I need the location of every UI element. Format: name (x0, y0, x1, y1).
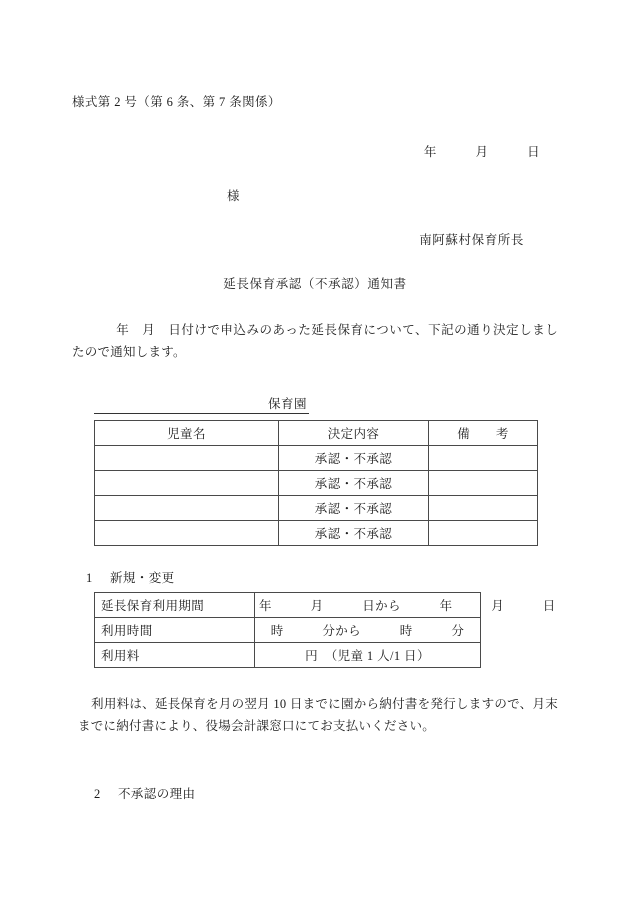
payment-note (72, 694, 558, 738)
table-row (95, 617, 481, 642)
document-body (72, 92, 558, 802)
issuer-name: 南阿蘇村保育所長 (419, 233, 524, 247)
addressee-honorific: 様 (227, 189, 240, 203)
table-row (95, 445, 538, 470)
section-2-heading (72, 784, 558, 802)
value-usage-fee[interactable]: 円 （児童 1 人/1 日） (255, 642, 481, 667)
cell-decision[interactable]: 承認・不承認 (279, 520, 429, 545)
table-row (95, 592, 481, 617)
cell-decision[interactable]: 承認・不承認 (279, 495, 429, 520)
children-decision-table (94, 420, 538, 546)
value-usage-period[interactable]: 年 月 日から 年 月 日 (255, 592, 481, 617)
section-2-number: 2 (94, 786, 101, 801)
header-remarks: 備 考 (429, 420, 538, 445)
nursery-name-line (72, 394, 558, 414)
header-decision: 決定内容 (279, 420, 429, 445)
cell-remarks[interactable] (429, 520, 538, 545)
cell-remarks[interactable] (429, 445, 538, 470)
section-2-label: 不承認の理由 (118, 786, 196, 801)
value-usage-time[interactable]: 時 分から 時 分 (255, 617, 481, 642)
nursery-label: 保育園 (266, 394, 309, 414)
cell-child-name[interactable] (95, 470, 279, 495)
document-title: 延長保育承認（不承認）通知書 (223, 277, 407, 291)
header-child-name: 児童名 (95, 420, 279, 445)
cell-remarks[interactable] (429, 470, 538, 495)
table-row (95, 495, 538, 520)
table-row (95, 520, 538, 545)
cell-decision[interactable]: 承認・不承認 (279, 445, 429, 470)
payment-note-text: 利用料は、延長保育を月の翌月 10 日までに園から納付書を発行しますので、月末までに納付書により、役場会計課窓口にてお支払いください。 (78, 696, 558, 733)
section-1-heading (72, 568, 558, 586)
body-paragraph-text: 年 月 日付けで申込みのあった延長保育について、下記の通り決定しましたので通知します。 (72, 323, 558, 359)
cell-child-name[interactable] (95, 445, 279, 470)
usage-detail-table (94, 592, 556, 668)
date-line: 年 月 日 (423, 145, 540, 159)
form-number: 様式第 2 号（第 6 条、第 7 条関係） (72, 95, 281, 109)
cell-decision[interactable]: 承認・不承認 (279, 470, 429, 495)
label-usage-period: 延長保育利用期間 (95, 592, 255, 617)
cell-child-name[interactable] (95, 495, 279, 520)
label-usage-fee: 利用料 (95, 642, 255, 667)
table-row (95, 470, 538, 495)
cell-child-name[interactable] (95, 520, 279, 545)
body-paragraph (72, 320, 558, 364)
section-1-number: 1 (86, 570, 93, 585)
section-1-label: 新規・変更 (110, 570, 175, 585)
label-usage-time: 利用時間 (95, 617, 255, 642)
nursery-name-blank[interactable] (94, 396, 266, 414)
table-row (95, 642, 481, 667)
table-header-row (95, 420, 538, 445)
cell-remarks[interactable] (429, 495, 538, 520)
